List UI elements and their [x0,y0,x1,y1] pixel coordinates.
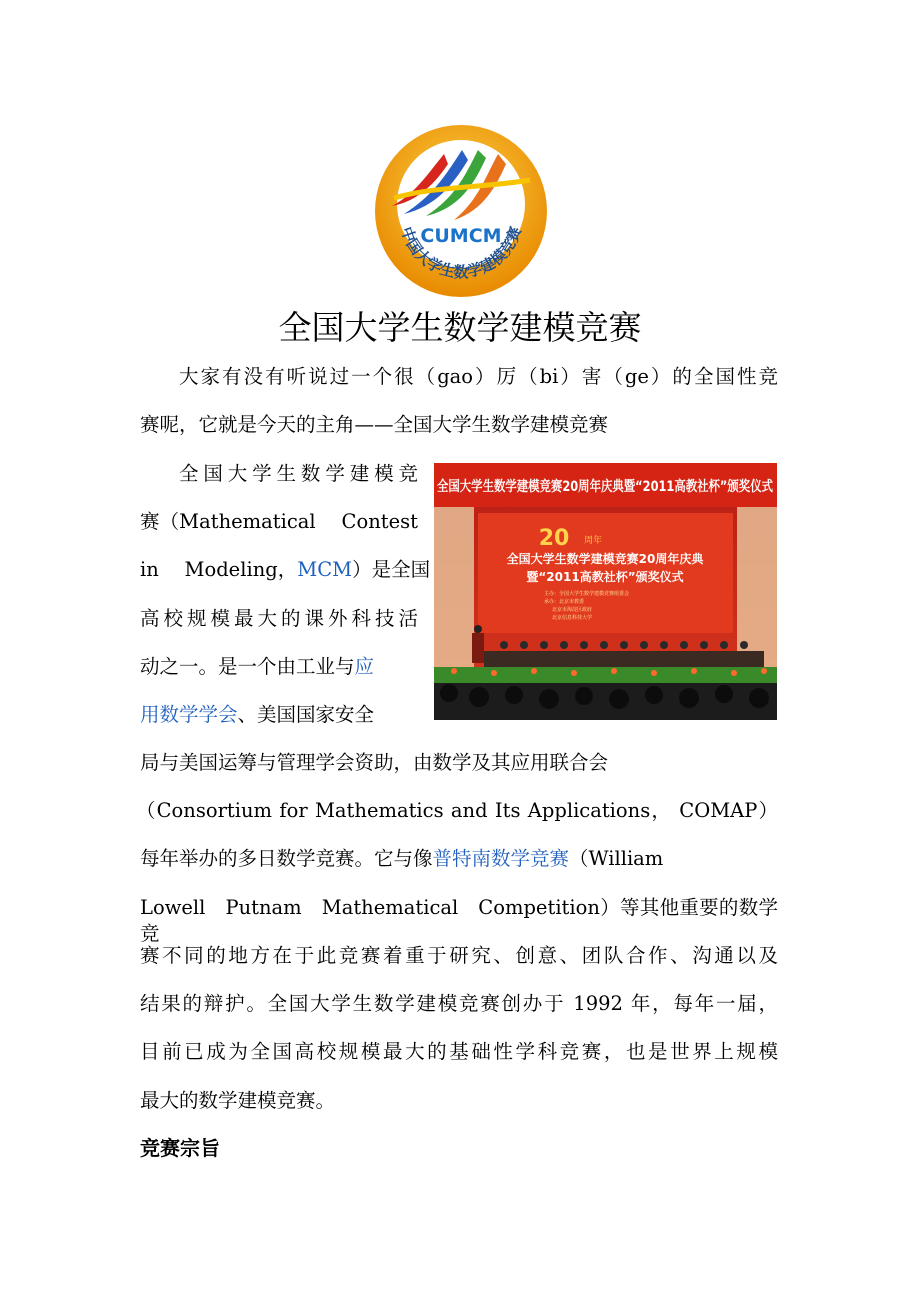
putnam-link[interactable]: 普特南数学竞赛 [432,847,570,870]
logo-acronym: CUMCM [420,225,502,247]
body-line-2: 赛（Mathematical Contest [140,510,418,533]
siam-link-part1[interactable]: 应 [354,655,375,678]
body-text: （William [569,847,664,870]
body-line-8: （Consortium for Mathematics and Its Applications， COMAP） [136,799,778,822]
body-line-9 [140,846,663,872]
page-title: 全国大学生数学建模竞赛 [278,308,642,347]
body-line-10: Lowell Putnam Mathematical Competition）等其他重要的数学竞 [140,896,778,945]
photo-screen-small-3: 北京市海淀区政府 [552,607,593,613]
body-text: 动之一。是一个由工业与 [140,655,355,678]
body-text: ）是全国 [352,558,431,581]
photo-screen-small-4: 北京信息科技大学 [552,615,593,621]
body-text: in Modeling， [140,558,298,581]
siam-link-part2[interactable]: 用数学学会 [140,703,238,726]
intro-line-2: 赛呢，它就是今天的主角——全国大学生数学建模竞赛 [140,413,609,436]
body-line-6 [140,702,374,728]
photo-screen-small-1: 主办：全国大学生数学建模竞赛组委会 [544,591,630,597]
body-text: 每年举办的多日数学竞赛。它与像 [140,847,433,870]
photo-screen-line-2: 暨“2011高教社杯”颁奖仪式 [526,570,684,584]
body-line-12: 结果的辩护。全国大学生数学建模竞赛创办于 1992 年，每年一届， [140,992,778,1015]
ceremony-photo [434,463,850,720]
body-line-7: 局与美国运筹与管理学会资助，由数学及其应用联合会 [140,751,609,774]
body-line-5 [140,654,374,680]
photo-badge-label: 周年 [584,536,603,546]
body-line-13: 目前已成为全国高校规模最大的基础性学科竞赛，也是世界上规模 [140,1040,778,1063]
photo-badge-number: 20 [538,526,570,551]
mcm-link[interactable]: MCM [297,558,353,581]
photo-screen-line-1: 全国大学生数学建模竞赛20周年庆典 [506,552,704,566]
section-heading: 竞赛宗旨 [140,1136,220,1160]
intro-line-1: 大家有没有听说过一个很（gao）厉（bi）害（ge）的全国性竞 [179,365,778,388]
body-line-11: 赛不同的地方在于此竞赛着重于研究、创意、团队合作、沟通以及 [140,944,778,967]
body-line-4: 高校规模最大的课外科技活 [140,607,418,630]
logo-ring-text: 中国大学生数学建模竞赛 [397,224,525,281]
body-text: 、美国国家安全 [237,703,375,726]
photo-screen-small-2: 承办：北京市教委 [544,599,585,605]
body-line-3 [140,557,430,583]
body-line-1: 全国大学生数学建模竞 [179,462,418,485]
photo-banner: 全国大学生数学建模竞赛20周年庆典暨“2011高教社杯”颁奖仪式 [437,479,850,495]
body-line-14: 最大的数学建模竞赛。 [140,1089,336,1112]
cumcm-logo [374,124,548,298]
